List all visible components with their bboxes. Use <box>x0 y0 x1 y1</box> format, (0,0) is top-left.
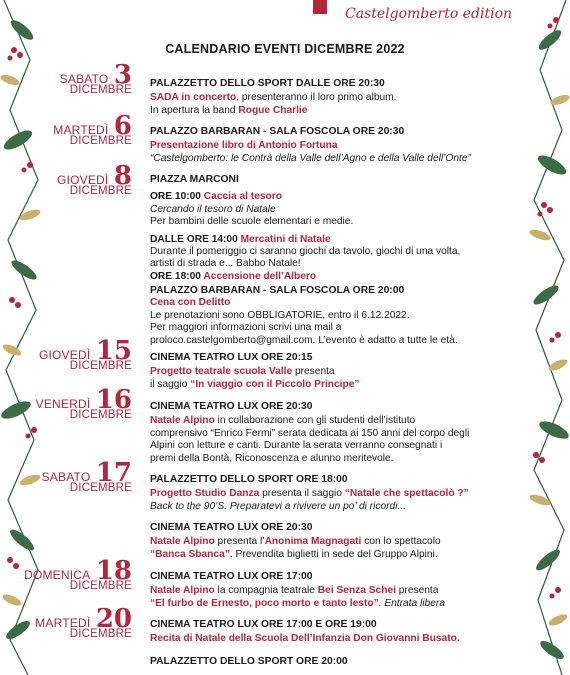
event-block: CINEMA TEATRO LUX ORE 17:00 E ORE 19:00 Recita di Natale della Scuola Dell’Infanzia Don Giovanni Busato. <box>150 619 520 646</box>
event-block: CINEMA TEATRO LUX ORE 17:00 Natale Alpino la compagnia teatrale Bei Senza Schei presenta “El furbo de Ernesto, poco morto e tanto lesto”. Entrata libera <box>150 571 520 610</box>
event-location: PALAZZO BARBARAN - SALA FOSCOLA ORE 20:30 <box>150 126 405 137</box>
event-block: CINEMA TEATRO LUX ORE 20:30 Natale Alpino in collaborazione con gli studenti dell’istituto comprensivo “Enrico Fermi” serata dedicata ai 150 anni del corpo degli Alpini con letture e canti. Durante la serata verranno consegnati i premi della Bontà, Riconoscenza e alunno meritevole. <box>150 401 520 465</box>
date-label: SABATO 17 DICEMBRE <box>41 458 132 494</box>
date-label: VENERDÌ 16 DICEMBRE <box>35 385 132 421</box>
event-location: CINEMA TEATRO LUX ORE 20:15 <box>150 352 313 363</box>
date-label: GIOVEDÌ 15 DICEMBRE <box>38 336 132 372</box>
event-block <box>150 656 520 670</box>
edition-subtitle: Castelgomberto edition <box>345 6 513 22</box>
date-label: MARTEDÌ 6 DICEMBRE <box>53 111 132 147</box>
event-block: CINEMA TEATRO LUX ORE 20:30 Natale Alpino presenta l’Anonima Magnagati con lo spettacolo “Banca Sbanca”. Prevendita biglietti in sede del Gruppo Alpini. <box>150 522 520 561</box>
header-title-fragment <box>313 0 327 14</box>
event-block: PIAZZA MARCONI ORE 10:00 Caccia al tesoro Cercando il tesoro di Natale Per bambini delle scuole elementari e medie. DALLE ORE 14:00 Mercatini di Natale Durante il pomeriggio ci saranno giochi da tavolo, giochi di una volta, artisti di strada e... Babbo Natale! ORE 18:00 Accensione dell’Albero <box>150 174 520 283</box>
event-block: PALAZZO BARBARAN - SALA FOSCOLA ORE 20:30 Presentazione libro di Antonio Fortuna “Castelgomberto: le Contrà della Valle dell’Agno e della Valle dell’Onte” <box>150 126 520 165</box>
date-label: MARTEDÌ 20 DICEMBRE <box>35 604 132 640</box>
event-location: CINEMA TEATRO LUX ORE 20:30 <box>150 401 313 412</box>
event-block: PALAZZETTO DELLO SPORT DALLE ORE 20:30 SADA in concerto, presenteranno il loro primo album. In apertura la band Rogue Charlie <box>150 78 520 117</box>
event-location: PIAZZA MARCONI <box>150 174 239 185</box>
event-location: CINEMA TEATRO LUX ORE 17:00 E ORE 19:00 <box>150 619 377 630</box>
event-block: CINEMA TEATRO LUX ORE 20:15 Progetto teatrale scuola Valle presenta il saggio “In viaggio con il Piccolo Principe” <box>150 352 520 391</box>
date-label: SABATO 3 DICEMBRE <box>59 60 132 96</box>
date-label: GIOVEDÌ 8 DICEMBRE <box>57 161 132 197</box>
event-location: CINEMA TEATRO LUX ORE 20:30 <box>150 522 313 533</box>
event-block: PALAZZETTO DELLO SPORT ORE 18:00 Progetto Studio Danza presenta il saggio “Natale che spettacolò ?” Back to the 90’S. Preparatevi a rivivere un po’ di ricordi... <box>150 474 520 513</box>
event-location: PALAZZETTO DELLO SPORT ORE 20:00 <box>150 656 348 667</box>
calendar-title: CALENDARIO EVENTI DICEMBRE 2022 <box>165 42 405 56</box>
event-block: PALAZZO BARBARAN - SALA FOSCOLA ORE 20:00 Cena con Delitto Le prenotazioni sono OBBLIGATORIE, entro il 6.12.2022. Per maggiori informazioni scrivi una mail a proloco.castelgomberto@gmail.com. L’evento è adatto a tutte le età. <box>150 285 520 347</box>
event-location: CINEMA TEATRO LUX ORE 17:00 <box>150 571 313 582</box>
date-label: DOMENICA 18 DICEMBRE <box>24 556 132 592</box>
event-location: PALAZZETTO DELLO SPORT ORE 18:00 <box>150 474 348 485</box>
christmas-garland-right <box>522 0 570 675</box>
event-location: PALAZZETTO DELLO SPORT DALLE ORE 20:30 <box>150 78 385 89</box>
event-location: PALAZZO BARBARAN - SALA FOSCOLA ORE 20:00 <box>150 285 405 296</box>
